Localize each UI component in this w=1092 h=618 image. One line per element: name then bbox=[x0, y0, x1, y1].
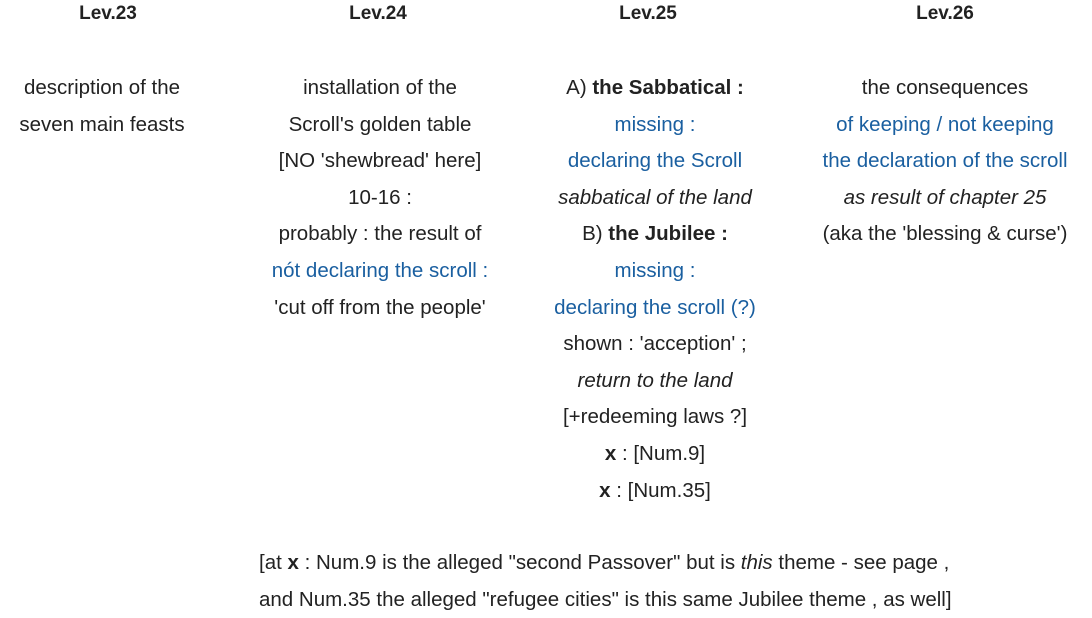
b-prefix: B) bbox=[582, 222, 609, 246]
sabbatical-heading bbox=[525, 70, 785, 107]
footnote-text: [at bbox=[259, 551, 288, 574]
declaring-scroll-question: declaring the scroll (?) bbox=[554, 295, 756, 319]
column-lev25 bbox=[525, 70, 785, 509]
column-lev26 bbox=[800, 70, 1090, 253]
header-lev25: Lev.25 bbox=[619, 3, 677, 24]
this-italic: this bbox=[740, 551, 773, 574]
lev26-blue-line: the declaration of the scroll bbox=[822, 149, 1068, 173]
missing-label: missing : bbox=[614, 258, 696, 282]
header-lev26: Lev.26 bbox=[916, 3, 974, 24]
jubilee-title: the Jubilee : bbox=[608, 222, 728, 246]
lev26-italic-line: as result of chapter 25 bbox=[843, 185, 1047, 209]
lev23-line: seven main feasts bbox=[19, 112, 185, 136]
lev24-line: [NO 'shewbread' here] bbox=[278, 149, 482, 173]
column-lev24 bbox=[240, 70, 520, 326]
num35-text: : [Num.35] bbox=[610, 478, 711, 502]
lev26-line: the consequences bbox=[861, 76, 1029, 99]
footnote-text: : Num.9 is the alleged "second Passover" but is bbox=[298, 551, 741, 574]
header-lev24: Lev.24 bbox=[349, 3, 407, 24]
lev24-line: installation of the bbox=[303, 76, 457, 99]
lev24-line: 10-16 : bbox=[348, 185, 412, 209]
sabbatical-of-land: sabbatical of the land bbox=[558, 185, 752, 209]
num35-ref bbox=[525, 473, 785, 510]
x-mark: x bbox=[599, 478, 611, 502]
redeeming-laws: [+redeeming laws ?] bbox=[562, 405, 748, 429]
footnote-line-2: and Num.35 the alleged "refugee cities" is this same Jubilee theme , as well] bbox=[259, 587, 952, 611]
jubilee-heading bbox=[525, 216, 785, 253]
lev24-line: probably : the result of bbox=[278, 222, 482, 246]
lev24-line: Scroll's golden table bbox=[288, 112, 472, 136]
lev26-blue-line: of keeping / not keeping bbox=[836, 112, 1054, 136]
a-prefix: A) bbox=[566, 76, 593, 99]
return-to-land: return to the land bbox=[577, 368, 733, 392]
footnote bbox=[259, 545, 952, 618]
sabbatical-title: the Sabbatical : bbox=[592, 76, 744, 99]
lev23-line: description of the bbox=[23, 76, 181, 99]
lev26-line: (aka the 'blessing & curse') bbox=[822, 222, 1068, 246]
lev24-blue-line: nót declaring the scroll : bbox=[271, 258, 489, 282]
x-mark: x bbox=[287, 551, 299, 574]
lev24-line: 'cut off from the people' bbox=[274, 295, 486, 319]
declaring-scroll: declaring the Scroll bbox=[567, 149, 743, 173]
header-lev23: Lev.23 bbox=[79, 3, 137, 24]
missing-label: missing : bbox=[614, 112, 696, 136]
x-mark: x bbox=[604, 441, 617, 465]
shown-acception: shown : 'acception' ; bbox=[563, 332, 747, 356]
column-lev23 bbox=[0, 70, 204, 143]
num9-text: : [Num.9] bbox=[616, 441, 706, 465]
num9-ref bbox=[525, 436, 785, 473]
footnote-line-1 bbox=[259, 545, 952, 582]
footnote-text: theme - see page , bbox=[772, 551, 950, 574]
